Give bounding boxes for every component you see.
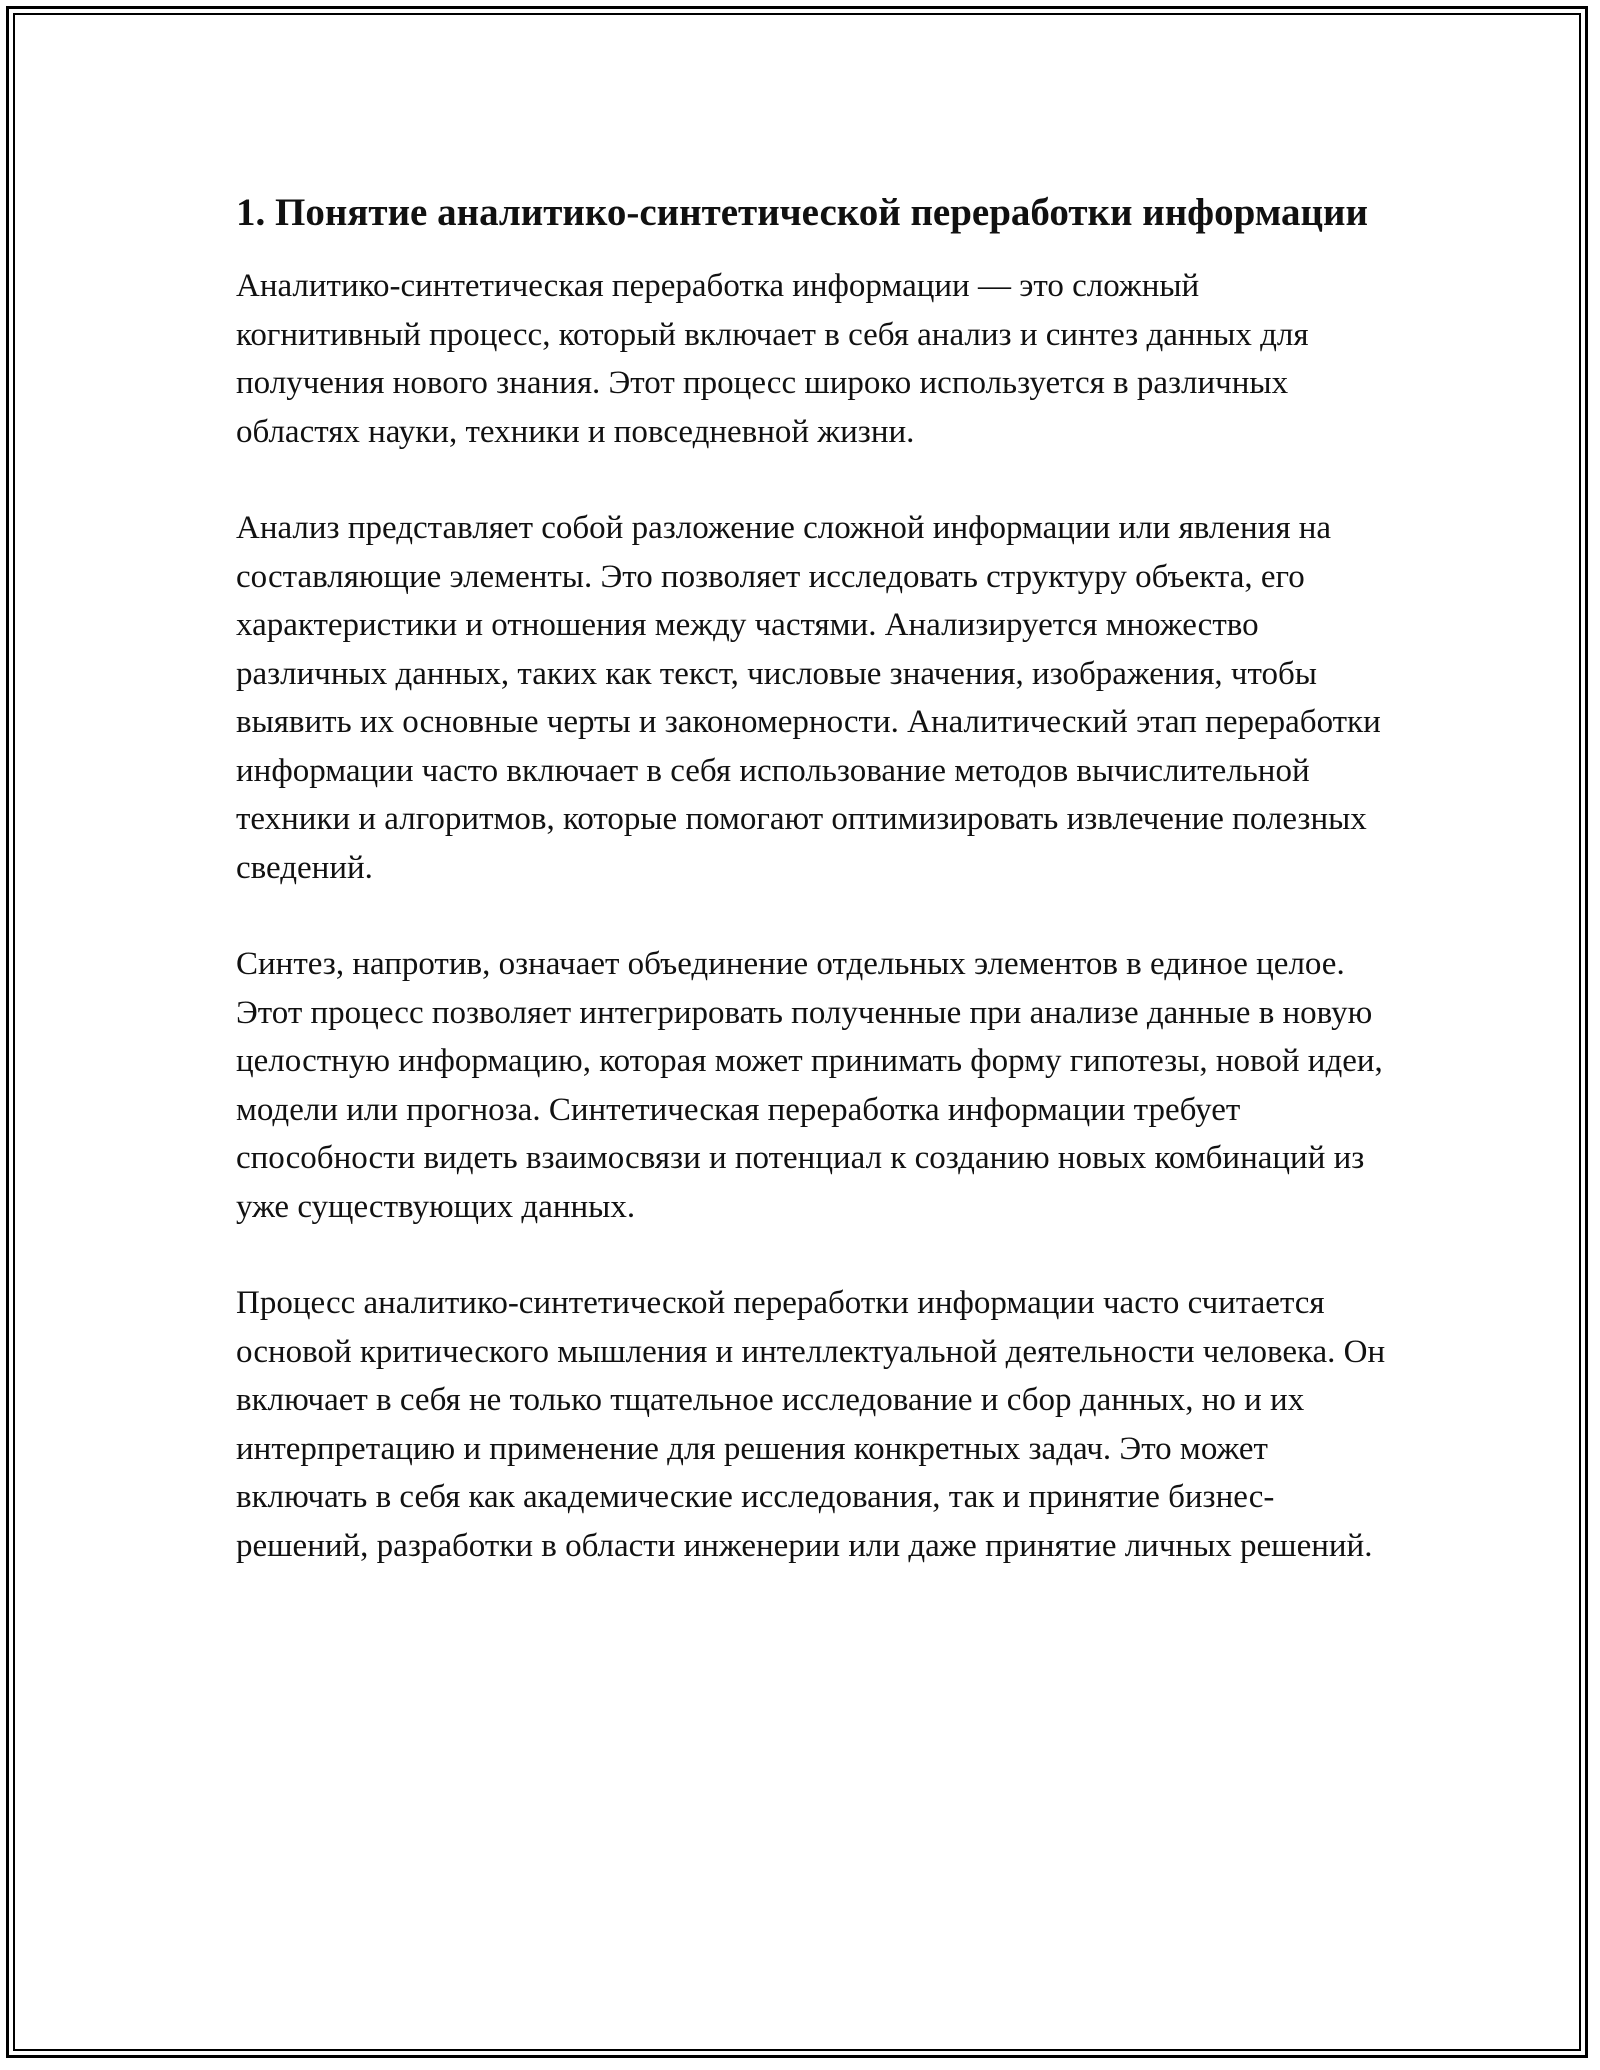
document-body (236, 185, 1386, 1618)
paragraph-intro: Аналитико-синтетическая переработка информации — это сложный когнитивный процесс, который включает в себя анализ и синтез данных для получения нового знания. Этот процесс широко используется в различных областях науки, техники и повседневной жизни. (236, 268, 1309, 450)
paragraph-synthesis: Синтез, напротив, означает объединение отдельных элементов в единое целое. Этот процесс позволяет интегрировать полученные при анализе данные в новую целостную информацию, которая может принимать форму гипотезы, новой идеи, модели или прогноза. Синтетическая переработка информации требует способности видеть взаимосвязи и потенциал к созданию новых комбинаций из уже существующих данных. (236, 946, 1383, 1225)
paragraph-analysis: Анализ представляет собой разложение сложной информации или явления на составляющие элементы. Это позволяет исследовать структуру объекта, его характеристики и отношения между частями. Анализируется множество различных данных, таких как текст, числовые значения, изображения, чтобы выявить их основные черты и закономерности. Аналитический этап переработки информации часто включает в себя использование методов вычислительной техники и алгоритмов, которые помогают оптимизировать извлечение полезных сведений. (236, 510, 1381, 886)
section-heading: 1. Понятие аналитико-синтетической переработки информации (236, 191, 1368, 234)
paragraph-conclusion: Процесс аналитико-синтетической переработки информации часто считается основой критического мышления и интеллектуальной деятельности человека. Он включает в себя не только тщательное исследование и сбор данных, но и их интерпретацию и применение для решения конкретных задач. Это может включать в себя как академические исследования, так и принятие бизнес-решений, разработки в области инженерии или даже принятие личных решений. (236, 1285, 1386, 1564)
